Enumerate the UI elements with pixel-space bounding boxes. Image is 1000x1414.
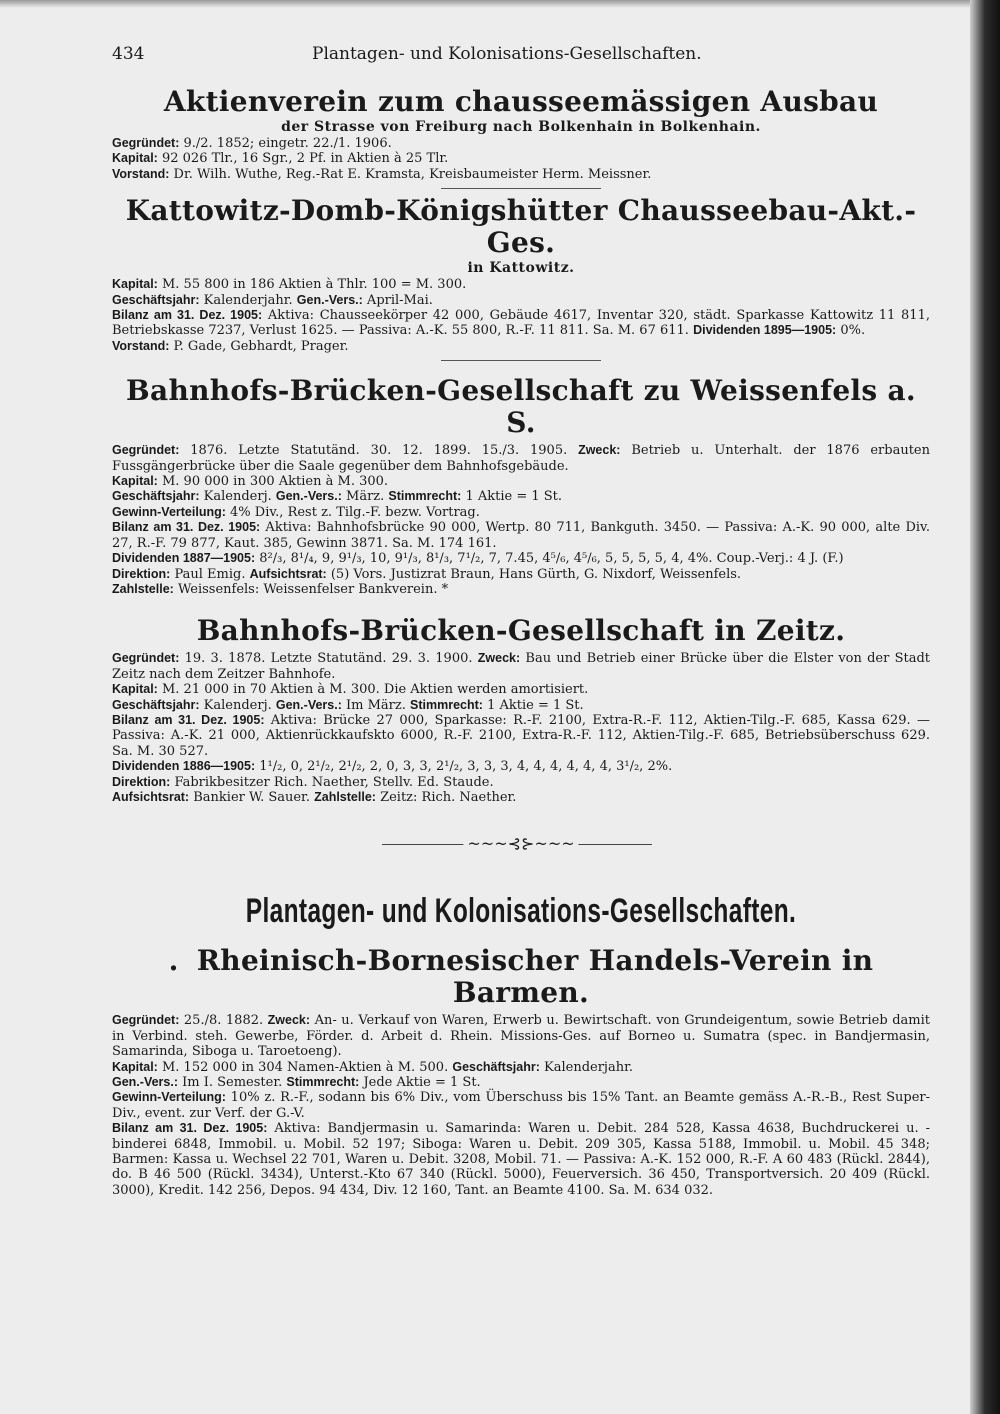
field-label: Aufsichtsrat: <box>112 789 190 804</box>
field-label: Vorstand: <box>112 338 170 353</box>
field-value: Jede Aktie = 1 St. <box>359 1075 481 1090</box>
field-label: Gewinn-Verteilung: <box>112 504 226 519</box>
field-label: Gen.-Vers.: <box>275 697 342 712</box>
field-value: M. 90 000 in 300 Aktien à M. 300. <box>157 474 389 490</box>
field-value: 1¹/₂, 0, 2¹/₂, 2¹/₂, 2, 0, 3, 3, 2¹/₂, 3, 3, 3, 4, 4, 4, 4, 4, 4, 3¹/₂, 2%. <box>255 759 673 775</box>
entry-text <box>112 1013 930 1198</box>
field-label: Geschäftsjahr: <box>112 697 200 712</box>
field-value: 10% z. R.-F., sodann bis 6% Div., vom Überschuss bis 15% Tant. an Beamte gemäss A.-R.-B., Rest Super-Div., event. zur Verf. der G.-V. <box>112 1090 930 1121</box>
entry-kattowitz <box>112 195 930 354</box>
entry-text <box>112 443 930 597</box>
entry-weissenfels <box>112 375 930 597</box>
entry-line <box>112 505 930 520</box>
entry-line <box>112 520 930 551</box>
field-label: Dividenden 1886—1905: <box>112 759 256 774</box>
field-value: Paul Emig. <box>170 566 250 582</box>
field-label: Dividenden 1895—1905: <box>693 323 837 338</box>
entry-line <box>112 136 930 151</box>
field-value: Zeitz: Rich. Naether. <box>375 789 517 805</box>
entry-line <box>112 790 930 805</box>
entry-line <box>112 1060 930 1075</box>
field-label: Gegründet: <box>112 1013 180 1028</box>
field-value: Im März. <box>341 697 410 713</box>
field-label: Kapital: <box>112 682 158 697</box>
field-label: Bilanz am 31. Dez. 1905: <box>112 308 263 323</box>
field-value: 25./8. 1882. <box>179 1013 268 1029</box>
field-value: Aktiva: Chausseekörper 42 000, Gebäude 4617, Inventar 320, städt. Sparkasse Kattowitz 11 811, Betriebskasse 7237, Verlust 1625. — Passiva: A.-K. 55 800, R.-F. 11 811. Sa. M. 67 611. <box>112 308 930 339</box>
entry-line <box>112 651 930 682</box>
field-value: 1 Aktie = 1 St. <box>482 697 584 713</box>
section-heading: Plantagen- und Kolonisations-Gesellschaften. <box>245 892 797 931</box>
field-label: Bilanz am 31. Dez. 1905: <box>112 712 265 727</box>
running-head <box>112 44 930 70</box>
entry-title: Bahnhofs-Brücken-Gesellschaft zu Weissenfels a. S. <box>126 374 916 440</box>
field-value: M. 152 000 in 304 Namen-Aktien à M. 500. <box>157 1059 453 1075</box>
entry-line <box>112 1013 930 1059</box>
field-value: 19. 3. 1878. Letzte Statutänd. 29. 3. 1900. <box>179 651 478 667</box>
field-value: An- u. Verkauf von Waren, Erwerb u. Bewirtschaft. von Grundeigentum, sowie Betrieb damit in Verbind. steh. Gewerbe, Förder. d. Arbeit d. Rhein. Missions-Ges. auf Borneo u. Sumatra (spec. in Bandjermasin, Samarinda, Siboga u. Taroetoeng). <box>112 1013 930 1060</box>
entry-line <box>112 582 930 597</box>
field-value: Bau und Betrieb einer Brücke über die Elster von der Stadt Zeitz nach dem Zeitzer Bahnhofe. <box>112 651 931 682</box>
entry-divider <box>441 188 601 189</box>
field-value: April-Mai. <box>362 292 433 308</box>
field-label: Geschäftsjahr: <box>112 489 200 504</box>
entry-line <box>112 151 930 166</box>
field-value: 9./2. 1852; eingetr. 22./1. 1906. <box>179 136 392 151</box>
field-label: Bilanz am 31. Dez. 1905: <box>112 1121 268 1136</box>
ornament-glyph: ~~~⊰⊱~~~ <box>463 834 578 853</box>
field-value: 4% Div., Rest z. Tilg.-F. bezw. Vortrag. <box>225 504 480 520</box>
field-label: Kapital: <box>112 151 158 166</box>
field-label: Gen.-Vers.: <box>275 489 342 504</box>
field-value: Im I. Semester. <box>178 1075 287 1090</box>
field-label: Gegründet: <box>112 443 180 458</box>
field-value: Aktiva: Bahnhofsbrücke 90 000, Wertp. 80 711, Bankguth. 3450. — Passiva: A.-K. 90 000, alte Div. 27, R.-F. 79 877, Kaut. 385, Gewinn 3871. Sa. M. 174 161. <box>112 520 930 551</box>
field-label: Direktion: <box>112 566 171 581</box>
entry-divider <box>441 360 601 361</box>
field-label: Zahlstelle: <box>314 789 376 804</box>
entry-rheinisch-bornesisch <box>112 945 930 1198</box>
entry-line <box>112 339 930 354</box>
page-number: 434 <box>112 44 145 64</box>
entry-text <box>112 651 930 805</box>
field-label: Kapital: <box>112 1059 158 1074</box>
field-label: Kapital: <box>112 277 158 292</box>
field-value: 1 Aktie = 1 St. <box>461 489 563 505</box>
field-label: Zweck: <box>267 1013 311 1028</box>
entry-line <box>112 551 930 566</box>
scan-top-edge <box>0 0 1000 8</box>
entry-line <box>112 1121 930 1198</box>
field-value: Aktiva: Bandjermasin u. Samarinda: Waren u. Debit. 284 528, Kassa 4638, Buchdruckerei u. -binderei 6848, Immobil. u. Mobil. 52 197; Siboga: Waren u. Debit. 209 305, Kassa 5188, Immobil. u. Mobil. 45 348; Barmen: Kassa u. Wechsel 22 701, Waren u. Debit. 3208, Mobil. 71. — Passiva: A.-K. 152 000, R.-F. A 60 483 (Rückl. 2844), do. B 46 500 (Rückl. 3434), Unterst.-Kto 67 340 (Rückl. 5000), Feuerversich. 36 450, Transportversich. 20 409 (Rückl. 3000), Kredit. 142 256, Depos. 94 434, Div. 12 160, Tant. an Beamte 4100. Sa. M. 634 032. <box>112 1121 930 1198</box>
entry-line <box>112 1090 930 1121</box>
ornament-divider <box>112 833 930 857</box>
field-label: Gegründet: <box>112 651 180 666</box>
field-label: Geschäftsjahr: <box>452 1059 540 1074</box>
entry-title-text: Rheinisch-Bornesischer Handels-Verein in Barmen. <box>196 944 874 1010</box>
entry-line <box>112 474 930 489</box>
entry-title: Bahnhofs-Brücken-Gesellschaft in Zeitz. <box>196 614 846 648</box>
field-label: Aufsichtsrat: <box>249 566 327 581</box>
entry-subtitle: in Kattowitz. <box>467 260 575 277</box>
field-label: Gewinn-Verteilung: <box>112 1090 226 1105</box>
field-value: Kalenderj. <box>199 697 276 713</box>
entry-line <box>112 1075 930 1090</box>
field-label: Zweck: <box>578 443 621 458</box>
entry-text <box>112 277 930 354</box>
field-value: 8²/₃, 8¹/₄, 9, 9¹/₃, 10, 9¹/₃, 8¹/₃, 7¹/₂, 7, 7.45, 4⁵/₆, 4⁵/₆, 5, 5, 5, 5, 4, 4%. Coup.-Verj.: 4 J. (F.) <box>255 551 844 567</box>
field-value: 0%. <box>836 323 866 339</box>
entry-line <box>112 489 930 504</box>
field-value: Fabrikbesitzer Rich. Naether, Stellv. Ed. Staude. <box>170 774 494 790</box>
entry-aktienverein-bolkenhain <box>112 86 930 182</box>
field-label: Direktion: <box>112 774 171 789</box>
field-value: 1876. Letzte Statutänd. 30. 12. 1899. 15./3. 1905. <box>179 443 579 459</box>
field-value: Betrieb u. Unterhalt. der 1876 erbauten Fussgängerbrücke über die Saale gegenüber dem Bahnhofsgebäude. <box>112 443 930 474</box>
field-label: Geschäftsjahr: <box>112 292 200 307</box>
entry-line <box>112 682 930 697</box>
entry-line <box>112 443 930 474</box>
field-value: März. <box>341 489 389 505</box>
entry-line <box>112 759 930 774</box>
entry-text <box>112 136 930 182</box>
field-value: M. 55 800 in 186 Aktien à Thlr. 100 = M. 300. <box>157 277 467 293</box>
field-label: Stimmrecht: <box>286 1075 360 1089</box>
field-value: Kalenderjahr. <box>199 292 297 308</box>
field-value: 92 026 Tlr., 16 Sgr., 2 Pf. in Aktien à 25 Tlr. <box>157 151 449 167</box>
entry-line <box>112 293 930 308</box>
entry-line <box>112 698 930 713</box>
field-label: Vorstand: <box>112 166 170 181</box>
field-value: Weissenfels: Weissenfelser Bankverein. * <box>173 581 449 597</box>
entry-zeitz <box>112 615 930 805</box>
field-label: Zweck: <box>477 651 521 666</box>
field-value: Bankier W. Sauer. <box>189 789 315 805</box>
field-value: M. 21 000 in 70 Aktien à M. 300. Die Aktien werden amortisiert. <box>157 682 589 698</box>
page-body <box>112 44 930 1198</box>
field-value: Kalenderj. <box>199 489 276 505</box>
field-label: Zahlstelle: <box>112 581 174 596</box>
field-label: Gen.-Vers.: <box>296 292 363 307</box>
field-value: P. Gade, Gebhardt, Prager. <box>169 338 349 354</box>
field-label: Kapital: <box>112 474 158 489</box>
entry-line <box>112 567 930 582</box>
field-value: Kalenderjahr. <box>539 1059 633 1075</box>
field-value: (5) Vors. Justizrat Braun, Hans Gürth, G. Nixdorf, Weissenfels. <box>326 566 742 582</box>
entry-line <box>112 713 930 759</box>
entry-title <box>112 945 930 1009</box>
field-label: Stimmrecht: <box>388 489 462 504</box>
field-label: Stimmrecht: <box>410 697 483 712</box>
entry-title: Kattowitz-Domb-Königshütter Chausseebau-Akt.-Ges. <box>125 194 917 260</box>
entry-subtitle: der Strasse von Freiburg nach Bolkenhain in Bolkenhain. <box>281 119 761 135</box>
field-label: Gen.-Vers.: <box>112 1075 178 1089</box>
entry-line <box>112 775 930 790</box>
entry-line <box>112 167 930 182</box>
lead-mark: . <box>168 944 179 978</box>
field-label: Dividenden 1887—1905: <box>112 551 256 566</box>
field-label: Bilanz am 31. Dez. 1905: <box>112 520 261 535</box>
field-value: Dr. Wilh. Wuthe, Reg.-Rat E. Kramsta, Kreisbaumeister Herm. Meissner. <box>169 166 652 182</box>
entry-title: Aktienverein zum chausseemässigen Ausbau <box>163 85 879 118</box>
field-value: Aktiva: Brücke 27 000, Sparkasse: R.-F. 2100, Extra-R.-F. 112, Aktien-Tilg.-F. 685, Kassa 629. — Passiva: A.-K. 21 000, Aktienrückkaufskto 6000, R.-F. 2100, Extra-R.-F. 112, Aktien-Tilg.-F. 685, Betriebsüberschuss 629. Sa. M. 30 527. <box>112 712 930 759</box>
field-label: Gegründet: <box>112 136 180 150</box>
entry-line <box>112 308 930 339</box>
running-title: Plantagen- und Kolonisations-Gesellschaften. <box>312 44 702 64</box>
entry-line <box>112 277 930 292</box>
scan-binding-shadow <box>970 0 1000 1414</box>
